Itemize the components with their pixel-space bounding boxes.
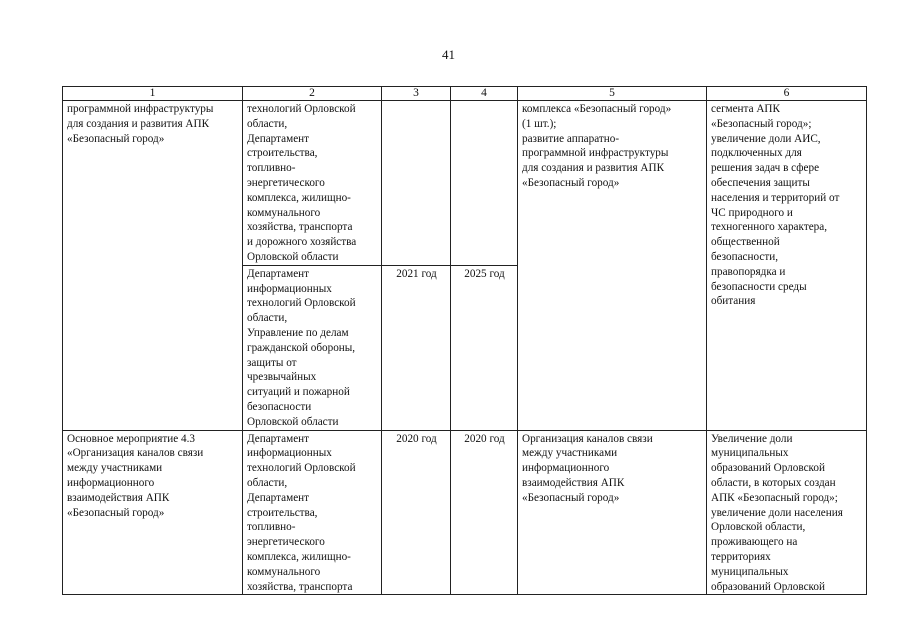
text-line: подключенных для [711, 147, 802, 160]
cell-expected-result [518, 101, 707, 431]
text-line: обитания [711, 295, 756, 308]
text-line: (1 шт.); [522, 117, 557, 130]
header-col-1: 1 [63, 87, 243, 101]
cell-activity-name [63, 430, 243, 595]
text-line: области, [247, 117, 288, 130]
text-line: защиты от [247, 356, 297, 369]
cell-indicator [707, 101, 867, 431]
cell-start-year [382, 101, 451, 266]
text-line: комплекса, жилищно- [247, 191, 351, 204]
cell-executor [243, 101, 382, 266]
table-header-row [63, 87, 867, 101]
text-line: образований Орловской [711, 580, 825, 593]
text-line: технологий Орловской [247, 297, 356, 310]
header-col-6: 6 [707, 87, 867, 101]
text-line: топливно- [247, 521, 296, 534]
text-line: хозяйства, транспорта [247, 221, 353, 234]
text-line: программной инфраструктуры [67, 103, 214, 115]
cell-end-year: 2025 год [451, 265, 518, 430]
text-line: «Безопасный город» [67, 132, 165, 145]
text-line: чрезвычайных [247, 371, 317, 384]
header-col-5: 5 [518, 87, 707, 101]
text-line: Департамент [247, 267, 310, 280]
cell-end-year [451, 101, 518, 266]
text-line: энергетического [247, 536, 325, 549]
text-line: технологий Орловской [247, 462, 356, 475]
page-number: 41 [442, 47, 455, 62]
text-line: комплекса, жилищно- [247, 550, 351, 563]
text-line: топливно- [247, 162, 296, 175]
text-line: области, в которых создан [711, 476, 836, 489]
text-line: между участниками [67, 462, 163, 475]
cell-executor [243, 430, 382, 595]
text-line: Увеличение доли [711, 432, 793, 445]
text-line: проживающего на [711, 536, 798, 549]
text-line: хозяйства, транспорта [247, 580, 353, 593]
text-line: комплекса «Безопасный город» [522, 103, 672, 115]
text-line: области, [247, 312, 288, 325]
text-line: Орловской области [247, 415, 339, 428]
text-line: и дорожного хозяйства [247, 236, 357, 249]
text-line: безопасности среды [711, 280, 807, 293]
text-line: Организация каналов связи [522, 432, 653, 445]
text-line: Управление по делам [247, 326, 349, 339]
text-line: информационного [67, 476, 155, 489]
text-line: взаимодействия АПК [67, 491, 170, 504]
text-line: Орловской области, [711, 521, 806, 534]
text-line: решения задач в сфере [711, 162, 820, 175]
program-table [62, 86, 867, 595]
text-line: образований Орловской [711, 462, 825, 475]
text-line: территориях [711, 550, 771, 563]
text-line: для создания и развития АПК [522, 162, 665, 175]
text-line: развитие аппаратно- [522, 132, 620, 145]
text-line: увеличение доли АИС, [711, 132, 821, 145]
text-line: общественной [711, 236, 780, 249]
text-line: Основное мероприятие 4.3 [67, 432, 195, 445]
text-line: правопорядка и [711, 265, 786, 278]
text-line: программной инфраструктуры [522, 147, 669, 160]
text-line: Департамент [247, 432, 310, 445]
text-line: между участниками [522, 447, 618, 460]
text-line: технологий Орловской [247, 103, 356, 115]
text-line: взаимодействия АПК [522, 476, 625, 489]
header-col-3: 3 [382, 87, 451, 101]
text-line: ситуаций и пожарной [247, 386, 350, 399]
text-line: области, [247, 476, 288, 489]
cell-activity-name [63, 101, 243, 431]
text-line: коммунального [247, 565, 321, 578]
table-row [63, 101, 867, 266]
cell-start-year: 2020 год [382, 430, 451, 595]
text-line: «Безопасный город» [522, 491, 620, 504]
text-line: безопасности, [711, 250, 779, 263]
text-line: энергетического [247, 176, 325, 189]
cell-executor [243, 265, 382, 430]
text-line: населения и территорий от [711, 191, 840, 204]
text-line: обеспечения защиты [711, 176, 810, 189]
text-line: муниципальных [711, 447, 789, 460]
header-col-2: 2 [243, 87, 382, 101]
table-row [63, 430, 867, 595]
text-line: Департамент [247, 132, 310, 145]
text-line: строительства, [247, 506, 318, 519]
text-line: строительства, [247, 147, 318, 160]
text-line: муниципальных [711, 565, 789, 578]
text-line: АПК «Безопасный город»; [711, 491, 838, 504]
text-line: сегмента АПК [711, 103, 780, 115]
text-line: информационных [247, 282, 332, 295]
text-line: техногенного характера, [711, 221, 828, 234]
text-line: увеличение доли населения [711, 506, 843, 519]
text-line: информационных [247, 447, 332, 460]
text-line: Департамент [247, 491, 310, 504]
text-line: «Безопасный город» [67, 506, 165, 519]
text-line: для создания и развития АПК [67, 117, 210, 130]
cell-indicator [707, 430, 867, 595]
header-col-4: 4 [451, 87, 518, 101]
cell-start-year: 2021 год [382, 265, 451, 430]
text-line: ЧС природного и [711, 206, 793, 219]
text-line: гражданской обороны, [247, 341, 356, 354]
text-line: «Безопасный город» [522, 176, 620, 189]
text-line: «Организация каналов связи [67, 447, 204, 460]
text-line: коммунального [247, 206, 321, 219]
text-line: информационного [522, 462, 610, 475]
cell-expected-result [518, 430, 707, 595]
cell-end-year: 2020 год [451, 430, 518, 595]
text-line: Орловской области [247, 250, 339, 263]
text-line: «Безопасный город»; [711, 117, 812, 130]
text-line: безопасности [247, 400, 312, 413]
